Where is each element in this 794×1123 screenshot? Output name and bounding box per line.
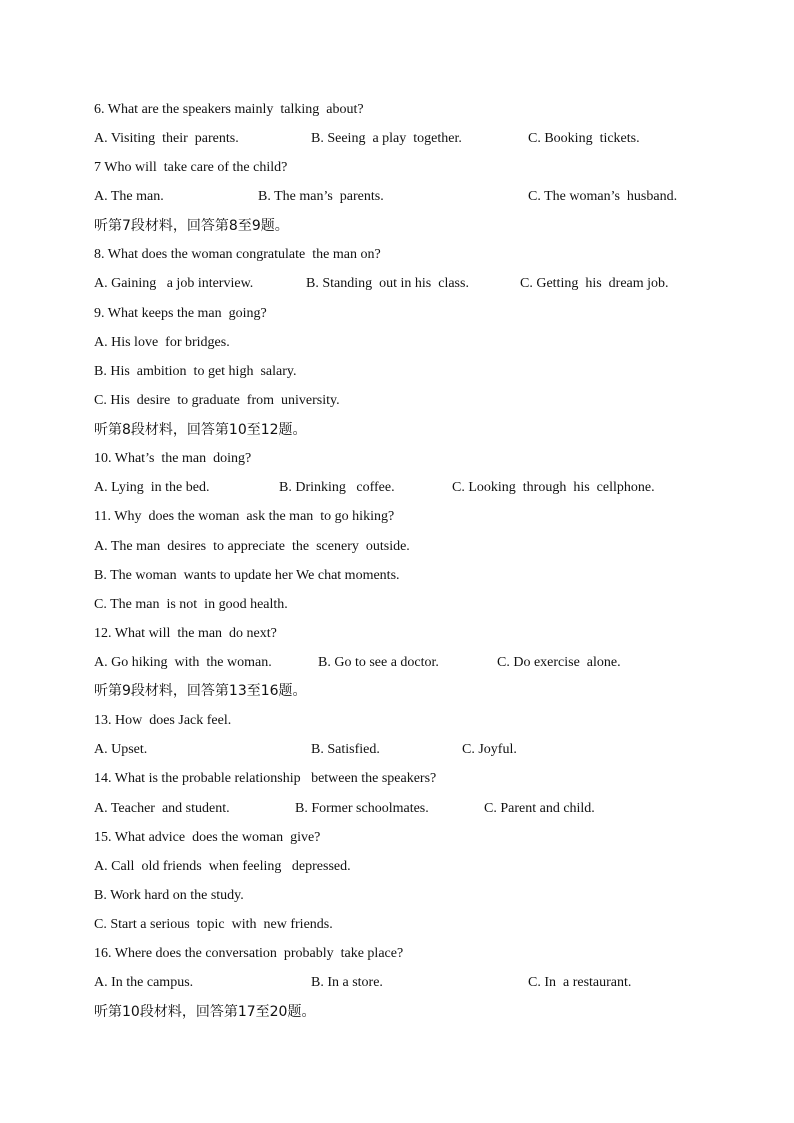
q15-option-a: A. Call old friends when feeling depressed. bbox=[94, 859, 351, 874]
question-14-stem: 14. What is the probable relationship between the speakers? bbox=[94, 771, 437, 786]
q9-option-b: B. His ambition to get high salary. bbox=[94, 364, 297, 379]
q8-option-a: A. Gaining a job interview. bbox=[94, 276, 254, 291]
question-13-stem: 13. How does Jack feel. bbox=[94, 713, 232, 728]
q8-option-b: B. Standing out in his class. bbox=[306, 276, 469, 291]
q13-option-a: A. Upset. bbox=[94, 742, 148, 757]
q12-option-a: A. Go hiking with the woman. bbox=[94, 655, 272, 670]
q15-option-c: C. Start a serious topic with new friends. bbox=[94, 917, 333, 932]
q14-option-b: B. Former schoolmates. bbox=[295, 801, 429, 816]
q11-option-b: B. The woman wants to update her We chat moments. bbox=[94, 568, 400, 583]
question-9-stem: 9. What keeps the man going? bbox=[94, 306, 267, 321]
q7-option-c: C. The woman’s husband. bbox=[528, 189, 678, 204]
q6-option-c: C. Booking tickets. bbox=[528, 131, 640, 146]
section-heading-7: 听第7段材料，回答第8至9题。 bbox=[94, 218, 289, 234]
q13-option-b: B. Satisfied. bbox=[311, 742, 380, 757]
question-12-stem: 12. What will the man do next? bbox=[94, 626, 277, 641]
question-7-stem: 7 Who will take care of the child? bbox=[94, 160, 288, 175]
q7-option-a: A. The man. bbox=[94, 189, 164, 204]
q9-option-c: C. His desire to graduate from university. bbox=[94, 393, 340, 408]
q10-option-a: A. Lying in the bed. bbox=[94, 480, 210, 495]
section-heading-10: 听第10段材料，回答第17至20题。 bbox=[94, 1004, 316, 1020]
q12-option-b: B. Go to see a doctor. bbox=[318, 655, 439, 670]
question-6-stem: 6. What are the speakers mainly talking about? bbox=[94, 102, 364, 117]
q16-option-b: B. In a store. bbox=[311, 975, 383, 990]
question-8-stem: 8. What does the woman congratulate the man on? bbox=[94, 247, 381, 262]
question-11-stem: 11. Why does the woman ask the man to go hiking? bbox=[94, 509, 395, 524]
q11-option-a: A. The man desires to appreciate the scenery outside. bbox=[94, 539, 410, 554]
question-16-stem: 16. Where does the conversation probably take place? bbox=[94, 946, 404, 961]
q16-option-a: A. In the campus. bbox=[94, 975, 194, 990]
q11-option-c: C. The man is not in good health. bbox=[94, 597, 288, 612]
section-heading-9: 听第9段材料，回答第13至16题。 bbox=[94, 683, 307, 699]
q14-option-a: A. Teacher and student. bbox=[94, 801, 230, 816]
question-15-stem: 15. What advice does the woman give? bbox=[94, 830, 321, 845]
q6-option-a: A. Visiting their parents. bbox=[94, 131, 239, 146]
q6-option-b: B. Seeing a play together. bbox=[311, 131, 462, 146]
q13-option-c: C. Joyful. bbox=[462, 742, 517, 757]
q10-option-b: B. Drinking coffee. bbox=[279, 480, 395, 495]
q14-option-c: C. Parent and child. bbox=[484, 801, 595, 816]
section-heading-8: 听第8段材料，回答第10至12题。 bbox=[94, 422, 307, 438]
q7-option-b: B. The man’s parents. bbox=[258, 189, 384, 204]
q9-option-a: A. His love for bridges. bbox=[94, 335, 230, 350]
q16-option-c: C. In a restaurant. bbox=[528, 975, 632, 990]
q8-option-c: C. Getting his dream job. bbox=[520, 276, 669, 291]
q10-option-c: C. Looking through his cellphone. bbox=[452, 480, 655, 495]
q15-option-b: B. Work hard on the study. bbox=[94, 888, 244, 903]
q12-option-c: C. Do exercise alone. bbox=[497, 655, 621, 670]
question-10-stem: 10. What’s the man doing? bbox=[94, 451, 252, 466]
